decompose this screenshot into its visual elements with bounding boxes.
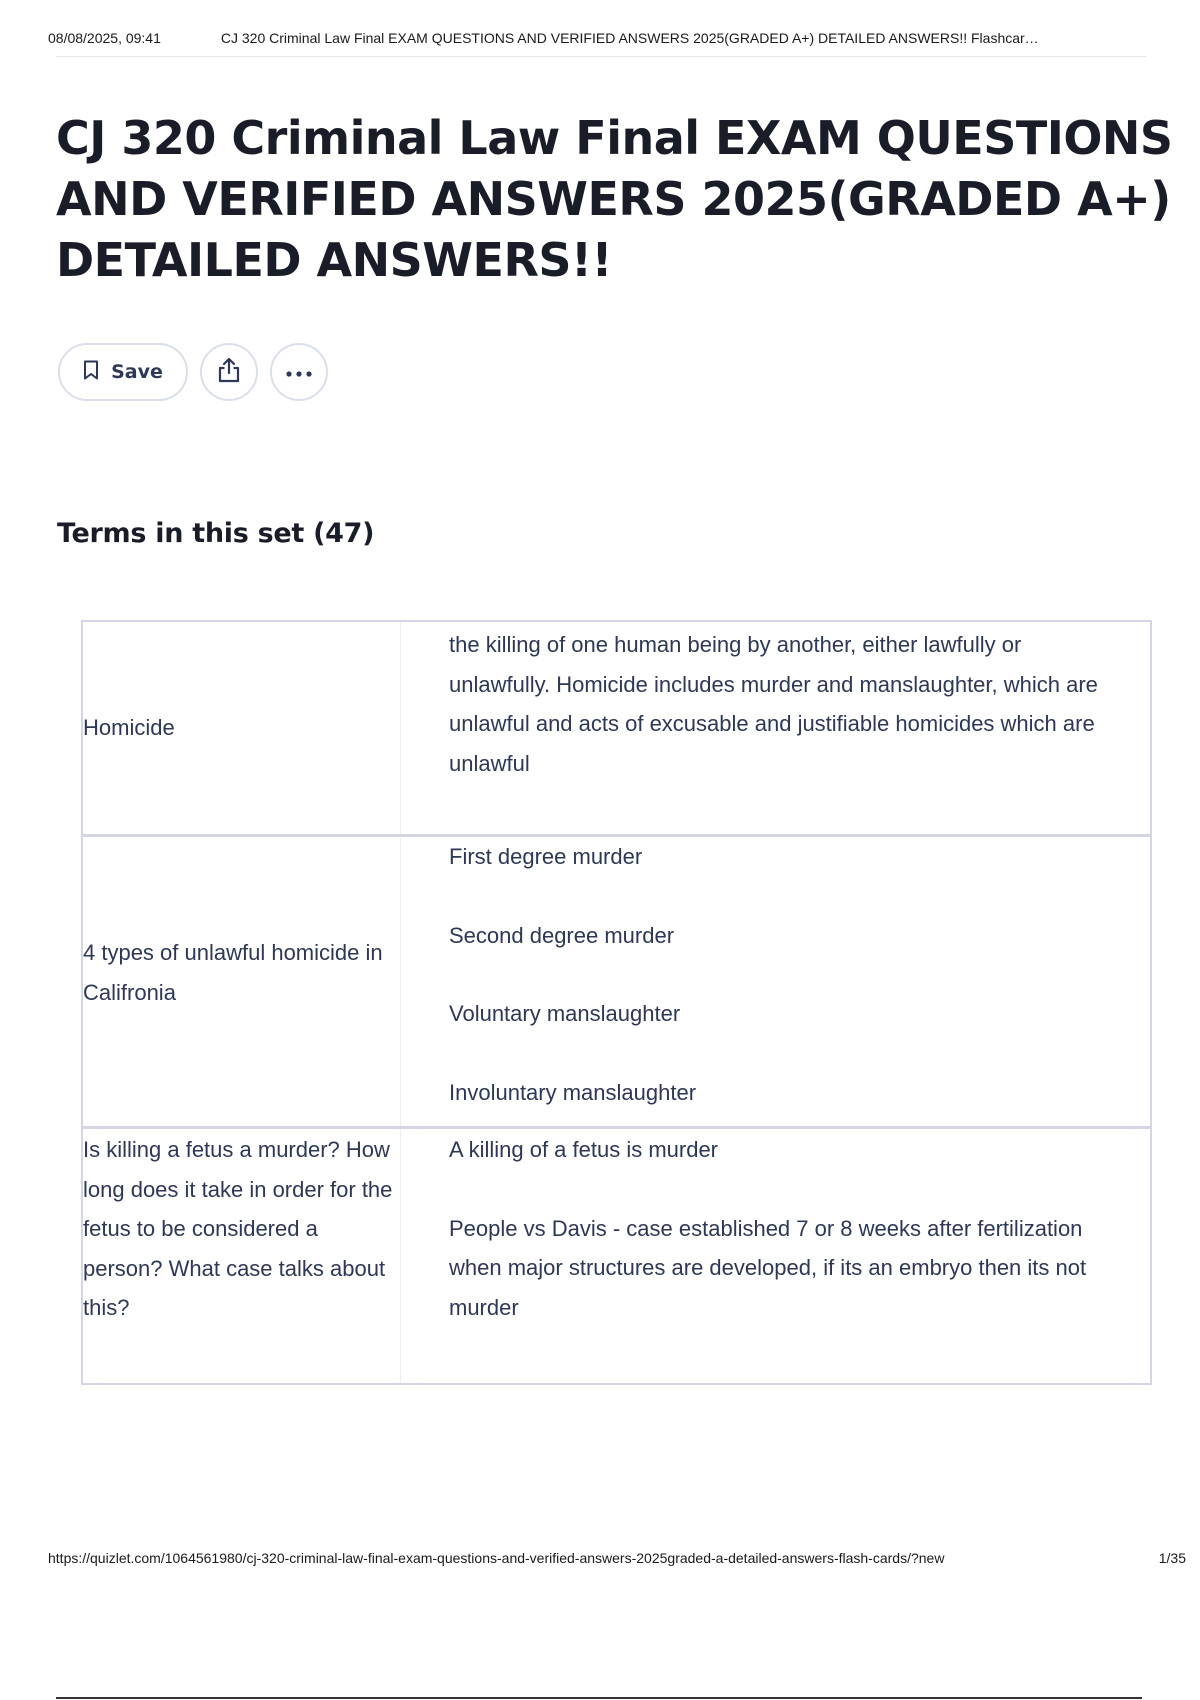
page-url: https://quizlet.com/1064561980/cj-320-criminal-law-final-exam-questions-and-verified-answers-2025graded-a-detailed-answers-flash-cards/?new [48, 1550, 945, 1566]
save-label: Save [111, 361, 163, 383]
flashcard-row[interactable] [83, 622, 1150, 837]
flashcard-list [81, 620, 1152, 1385]
definition-text: Voluntary manslaughter [449, 1001, 681, 1026]
save-button[interactable] [58, 343, 188, 401]
more-options-button[interactable] [270, 343, 328, 401]
page-title: CJ 320 Criminal Law Final EXAM QUESTIONS AND VERIFIED ANSWERS 2025(GRADED A+) DETAILED ANSWERS!! [56, 111, 1173, 287]
bottom-divider [56, 1697, 1142, 1699]
card-term: Homicide [83, 622, 401, 834]
card-definition [401, 837, 1150, 1126]
action-bar [58, 343, 328, 403]
print-doc-title: CJ 320 Criminal Law Final EXAM QUESTIONS AND VERIFIED ANSWERS 2025(GRADED A+) DETAILED ANSWERS!! Flashcar… [220, 30, 1039, 46]
card-definition [401, 1129, 1150, 1383]
card-term: 4 types of unlawful homicide in Califronia [83, 837, 401, 1126]
page-number: 1/35 [1158, 1550, 1186, 1566]
definition-text: Involuntary manslaughter [449, 1079, 697, 1105]
card-definition [401, 622, 1150, 834]
card-term: Is killing a fetus a murder? How long does it take in order for the fetus to be considered a person? What case talks about this? [83, 1129, 401, 1383]
print-datetime: 08/08/2025, 09:41 [48, 30, 161, 46]
definition-text: First degree murder [449, 844, 643, 869]
print-footer [48, 1550, 1186, 1566]
definition-text: A killing of a fetus is murder [449, 1137, 719, 1162]
flashcard-row[interactable] [83, 1129, 1150, 1383]
header-divider [56, 56, 1146, 57]
definition-text: People vs Davis - case established 7 or 8 weeks after fertilization when major structures are developed, if its an embryo then its not murder [449, 1215, 1087, 1320]
flashcard-row[interactable] [83, 837, 1150, 1129]
share-button[interactable] [200, 343, 258, 401]
definition-text: the killing of one human being by another, either lawfully or unlawfully. Homicide includes murder and manslaughter, which are unlawful and acts of excusable and justifiable homicides which are unlawful [449, 632, 1098, 776]
definition-text: Second degree murder [449, 922, 675, 948]
share-icon [216, 356, 242, 389]
print-header [48, 30, 1178, 46]
more-icon [285, 361, 313, 383]
bookmark-icon [83, 360, 99, 385]
terms-heading: Terms in this set (47) [57, 518, 375, 549]
